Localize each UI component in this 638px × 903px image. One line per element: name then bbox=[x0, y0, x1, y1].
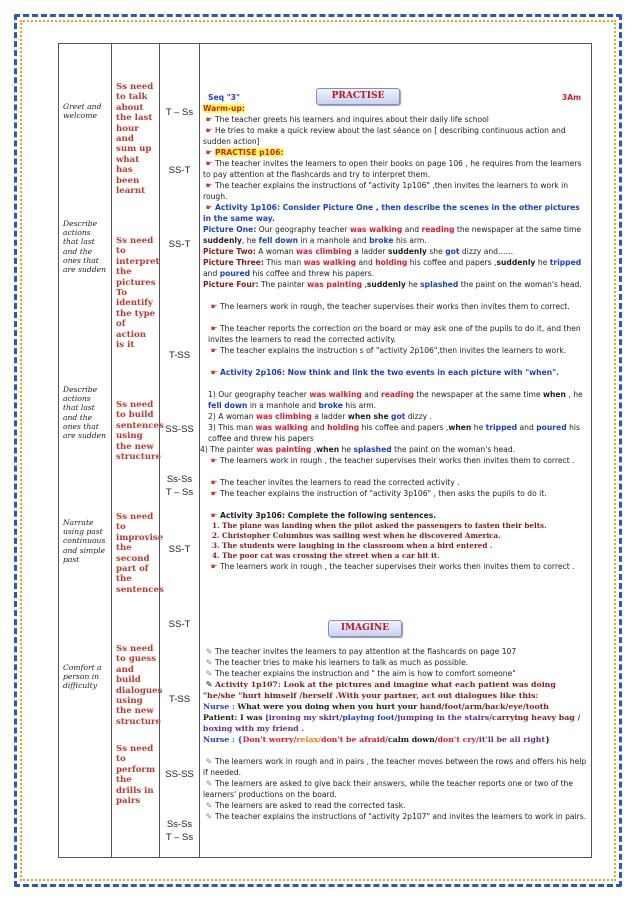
imagine-line: ✎ The learners are asked to give back their answers, while the teacher reports one or two of the learners' productions on the board. bbox=[203, 779, 574, 799]
picture-two-answer: Picture Two: A woman was climbing a ladder suddenly she got dizzy and…… bbox=[203, 247, 514, 256]
sequence-label: Seq "3" bbox=[208, 93, 240, 102]
hand-icon: ☛ bbox=[210, 489, 218, 498]
lesson-plan-table bbox=[58, 43, 592, 858]
objective-text: Ss need to interpret the pictures To identify the type of action is it bbox=[116, 236, 160, 351]
hand-icon: ☛ bbox=[210, 456, 218, 465]
interaction-label: T – Ss bbox=[165, 832, 194, 843]
practise-title: ☛ PRACTISE p106: bbox=[203, 147, 588, 158]
imagine-activity-instruction: ✎ Activity 1p107: Look at the pictures and imagine what each patient was doing "he/she "hurt himself /herself .With your partner, act out dialogues like this: bbox=[203, 680, 556, 700]
hand-icon: ☛ bbox=[210, 368, 218, 377]
hand-icon: ☛ bbox=[210, 511, 218, 520]
interaction-label: Ss-Ss bbox=[166, 819, 193, 830]
activity-3-sentence: 2. Christopher Columbus was sailing west when he discovered America. bbox=[212, 531, 501, 540]
activity-2-instruction: ☛ Activity 2p106: Now think and link the two events in each picture with "when". bbox=[208, 367, 588, 378]
interaction-label: Ss-Ss bbox=[166, 474, 193, 485]
objective-text: Ss need to build sentences using the new structure bbox=[116, 400, 164, 463]
interaction-label: T-SS bbox=[168, 350, 191, 361]
activity-3-sentence: 3. The students were laughing in the classroom when a bird entered . bbox=[212, 541, 493, 550]
hand-icon: ☛ bbox=[205, 203, 213, 212]
pencil-icon: ✎ bbox=[205, 680, 213, 689]
objective-text: Ss need to guess and build dialogues using the new structure bbox=[116, 644, 163, 727]
pencil-icon: ✎ bbox=[205, 801, 213, 810]
interaction-label: T – Ss bbox=[165, 107, 194, 118]
activity-1-instruction: ☛ Activity 1p106: Consider Picture One , then describe the scenes in the other pictures in the same way. bbox=[203, 203, 580, 223]
interaction-label: SS-SS bbox=[165, 769, 194, 780]
hand-icon: ☛ bbox=[205, 181, 213, 190]
hand-icon: ☛ bbox=[210, 346, 218, 355]
practise-line: ☛ The teacher reports the correction on the board or may ask one of the pupils to do it, and then invites the learners to read the corrected activity. bbox=[208, 324, 581, 344]
warmup-line: ☛ The teacher greets his learners and inquires about their daily life school bbox=[203, 114, 588, 125]
aim-text: Greet and welcome bbox=[63, 102, 102, 121]
practise-line: ☛ The teacher explains the instructions of "activity 1p106" ,then invites the learners to work in rough. bbox=[203, 181, 569, 201]
practise-line: ☛ The teacher explains the instruction s of "activity 2p106",then invites the learners to work. bbox=[208, 345, 588, 356]
pencil-icon: ✎ bbox=[205, 658, 213, 667]
aims-column bbox=[59, 44, 112, 858]
pencil-icon: ✎ bbox=[205, 779, 213, 788]
objective-text: Ss need to improvise the second part of the sentences bbox=[116, 512, 164, 595]
pencil-icon: ✎ bbox=[205, 647, 213, 656]
interaction-label: SS-SS bbox=[165, 424, 194, 435]
imagine-line: ✎ The teacher invites the learners to pay attention at the flashcards on page 107 bbox=[203, 646, 588, 657]
activity-3-sentence: 4. The poor cat was crossing the street when a car hit it. bbox=[212, 551, 440, 560]
pencil-icon: ✎ bbox=[205, 812, 213, 821]
interaction-label: SS-T bbox=[168, 165, 191, 176]
activity-2-answer: 1) Our geography teacher was walking and reading the newspaper at the same time when , he fell down in a manhole and broke his arm. bbox=[208, 390, 583, 410]
hand-icon: ☛ bbox=[210, 324, 218, 333]
warmup-title: Warm-up: bbox=[203, 104, 245, 113]
level-label: 3Am bbox=[561, 93, 581, 102]
hand-icon: ☛ bbox=[210, 478, 218, 487]
nurse-question: Nurse : What were you doing when you hurt your hand/foot/arm/back/eye/tooth bbox=[203, 702, 549, 711]
activity-2-answer: 4) The painter was painting ,when he splashed the paint on the woman's head. bbox=[200, 445, 516, 454]
procedure-column bbox=[200, 44, 592, 858]
hand-icon: ☛ bbox=[210, 562, 218, 571]
imagine-line: ✎ The teacher tries to make his learners to talk as much as possible. bbox=[203, 657, 588, 668]
interaction-label: SS-T bbox=[168, 544, 191, 555]
pencil-icon: ✎ bbox=[205, 757, 213, 766]
activity-2-answer: 2) A woman was climbing a ladder when she got dizzy . bbox=[208, 412, 432, 421]
practise-line: ☛ The learners work in rough , the teacher supervises their works then invites them to correct . bbox=[208, 455, 588, 466]
interaction-label: T – Ss bbox=[165, 487, 194, 498]
imagine-line: ✎ The learners are asked to read the corrected task. bbox=[203, 800, 588, 811]
picture-four-answer: Picture Four: The painter was painting ,suddenly he splashed the paint on the woman's head. bbox=[203, 280, 582, 289]
objective-text: Ss need to talk about the last hour and sum up what has been learnt bbox=[116, 82, 154, 197]
interaction-label: SS-T bbox=[168, 619, 191, 630]
activity-3-sentence: 1. The plane was landing when the pilot asked the passengers to fasten their belts. bbox=[212, 521, 547, 530]
imagine-banner: IMAGINE bbox=[328, 620, 402, 637]
aim-text: Narrate using past continuous and simple past bbox=[63, 518, 106, 564]
hand-icon: ☛ bbox=[205, 115, 213, 124]
aim-text: Comfort a person in difficulty bbox=[63, 663, 102, 691]
interaction-label: SS-T bbox=[168, 239, 191, 250]
practise-line: ☛ The learners work in rough, the teacher supervises their works then invites them to correct. bbox=[208, 301, 588, 312]
imagine-line: ✎ The teacher explains the instructions of "activity 2p107" and invites the learners to work in pairs. bbox=[203, 811, 588, 822]
objectives-column bbox=[112, 44, 164, 858]
aim-text: Describe actions that last and the ones that are sudden bbox=[63, 385, 106, 441]
practise-line: ☛ The teacher invites the learners to open their books on page 106 , he requires from the learners to pay attention at the flashcards and try to interpret them. bbox=[203, 159, 582, 179]
hand-icon: ☛ bbox=[205, 148, 213, 157]
hand-icon: ☛ bbox=[210, 302, 218, 311]
picture-one-answer: Picture One: Our geography teacher was walking and reading the newspaper at the same time suddenly, he fell down in a manhole and broke his arm. bbox=[203, 225, 582, 245]
interaction-column bbox=[160, 44, 200, 858]
aim-text: Describe actions that last and the ones that are sudden bbox=[63, 219, 106, 275]
patient-answer: Patient: I was [ironing my skirt/playing foot/jumping in the stairs/carrying heavy bag / boxing with my friend . bbox=[203, 713, 581, 733]
warmup-line: ☛ He tries to make a quick review about the last séance on [ describing continuous action and sudden action] bbox=[203, 126, 566, 146]
picture-three-answer: Picture Three: This man was walking and holding his coffee and papers ,suddenly he tripped and poured his coffee and threw his papers. bbox=[203, 258, 582, 278]
interaction-label: T-SS bbox=[168, 694, 191, 705]
pencil-icon: ✎ bbox=[205, 669, 213, 678]
activity-3-instruction: ☛ Activity 3p106: Complete the following sentences. bbox=[208, 510, 588, 521]
practise-line: ☛ The teacher explains the instruction of "activity 3p106" , then asks the pupils to do it. bbox=[208, 488, 588, 499]
objective-text: Ss need to perform the drills in pairs bbox=[116, 744, 156, 807]
practise-banner: PRACTISE bbox=[316, 88, 400, 105]
practise-line: ☛ The teacher invites the learners to read the corrected activity . bbox=[208, 477, 588, 488]
imagine-line: ✎ The teacher explains the instruction and " the aim is how to comfort someone" bbox=[203, 668, 588, 679]
practise-line: ☛ The learners work in rough , the teacher supervises their works then invites them to correct . bbox=[208, 561, 588, 572]
hand-icon: ☛ bbox=[205, 126, 213, 135]
nurse-comfort: Nurse : {Don't worry/relax/don't be afraid/calm down/don't cry/it'll be all right} bbox=[203, 735, 551, 744]
hand-icon: ☛ bbox=[205, 159, 213, 168]
activity-2-answer: 3) This man was walking and holding his coffee and papers ,when he tripped and poured his coffee and threw his papers bbox=[208, 423, 580, 443]
imagine-line: ✎ The learners work in rough and in pairs , the teacher moves between the rows and offers his help if needed. bbox=[203, 757, 587, 777]
